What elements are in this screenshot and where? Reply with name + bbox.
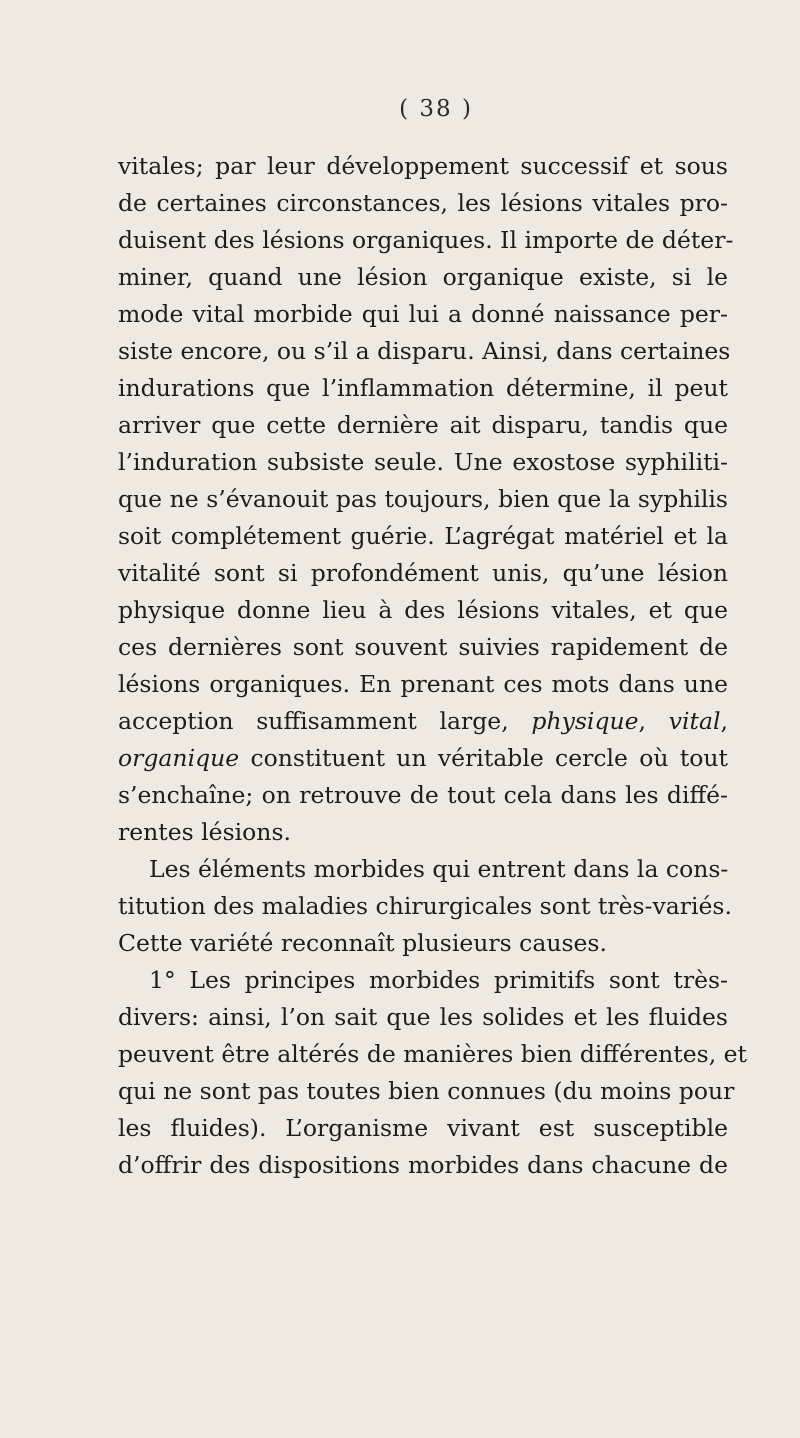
text-line	[118, 259, 728, 295]
text-line	[149, 851, 728, 887]
text-line	[118, 666, 728, 702]
text-line	[118, 1147, 728, 1183]
text-line	[118, 1073, 735, 1109]
text-span: que ne s’évanouit pas toujours, bien que la syphilis	[118, 485, 728, 513]
text-span: soit complétement guérie. L’agrégat matériel et la	[118, 522, 728, 550]
text-line	[118, 222, 734, 258]
text-line	[118, 444, 728, 480]
text-span: qui ne sont pas toutes bien connues (du moins pour	[118, 1077, 735, 1105]
text-line	[118, 148, 728, 184]
italic-term: physique	[531, 707, 639, 735]
text-line	[118, 592, 728, 628]
text-span: siste encore, ou s’il a disparu. Ainsi, dans certaines	[118, 337, 731, 365]
text-line	[118, 1036, 747, 1072]
text-span: rentes lésions.	[118, 818, 291, 846]
text-span: acception suffisamment large,	[118, 707, 532, 735]
text-line	[118, 296, 728, 332]
text-line	[118, 518, 728, 554]
text-span: constituent un véritable cercle où tout	[239, 744, 728, 772]
text-line	[118, 370, 728, 406]
text-span: Les éléments morbides qui entrent dans la cons-	[149, 855, 729, 883]
text-span: peuvent être altérés de manières bien différentes, et	[118, 1040, 747, 1068]
text-span: vitales; par leur développement successif et sous	[118, 152, 728, 180]
text-span: mode vital morbide qui lui a donné naissance per-	[118, 300, 728, 328]
text-span: miner, quand une lésion organique existe, si le	[118, 263, 728, 291]
text-line	[118, 555, 728, 591]
text-span: d’offrir des dispositions morbides dans chacune de	[118, 1151, 728, 1179]
text-span: de certaines circonstances, les lésions vitales pro-	[118, 189, 728, 217]
text-line	[149, 962, 728, 998]
text-span: ces dernières sont souvent suivies rapidement de	[118, 633, 728, 661]
text-span: s’enchaîne; on retrouve de tout cela dans les diffé-	[118, 781, 728, 809]
text-span: Cette variété reconnaît plusieurs causes.	[118, 929, 607, 957]
text-line	[118, 1110, 728, 1146]
text-line	[118, 814, 728, 850]
text-span: divers: ainsi, l’on sait que les solides et les fluides	[118, 1003, 728, 1031]
text-span: duisent des lésions organiques. Il importe de déter-	[118, 226, 734, 254]
text-span: vitalité sont si profondément unis, qu’une lésion	[118, 559, 728, 587]
text-span: ,	[720, 707, 728, 735]
italic-term: organique	[118, 744, 240, 772]
text-line	[118, 629, 728, 665]
text-span: arriver que cette dernière ait disparu, tandis que	[118, 411, 728, 439]
text-line	[118, 740, 728, 776]
text-span: titution des maladies chirurgicales sont très-variés.	[118, 892, 732, 920]
text-line	[118, 888, 732, 924]
italic-term: vital	[668, 707, 721, 735]
text-line	[118, 333, 731, 369]
text-span: l’induration subsiste seule. Une exostose syphiliti-	[118, 448, 728, 476]
text-span: indurations que l’inflammation détermine, il peut	[118, 374, 728, 402]
text-span: lésions organiques. En prenant ces mots dans une	[118, 670, 728, 698]
text-line	[118, 925, 728, 961]
page-number: ( 38 )	[399, 96, 473, 122]
text-span: ,	[638, 707, 669, 735]
text-line	[118, 481, 728, 517]
text-line	[118, 185, 728, 221]
text-line	[118, 703, 728, 739]
text-line	[118, 407, 728, 443]
text-line	[118, 999, 728, 1035]
text-line	[118, 777, 728, 813]
text-span: 1° Les principes morbides primitifs sont très-	[149, 966, 728, 994]
text-span: physique donne lieu à des lésions vitales, et que	[118, 596, 728, 624]
text-span: les fluides). L’organisme vivant est susceptible	[118, 1114, 728, 1142]
